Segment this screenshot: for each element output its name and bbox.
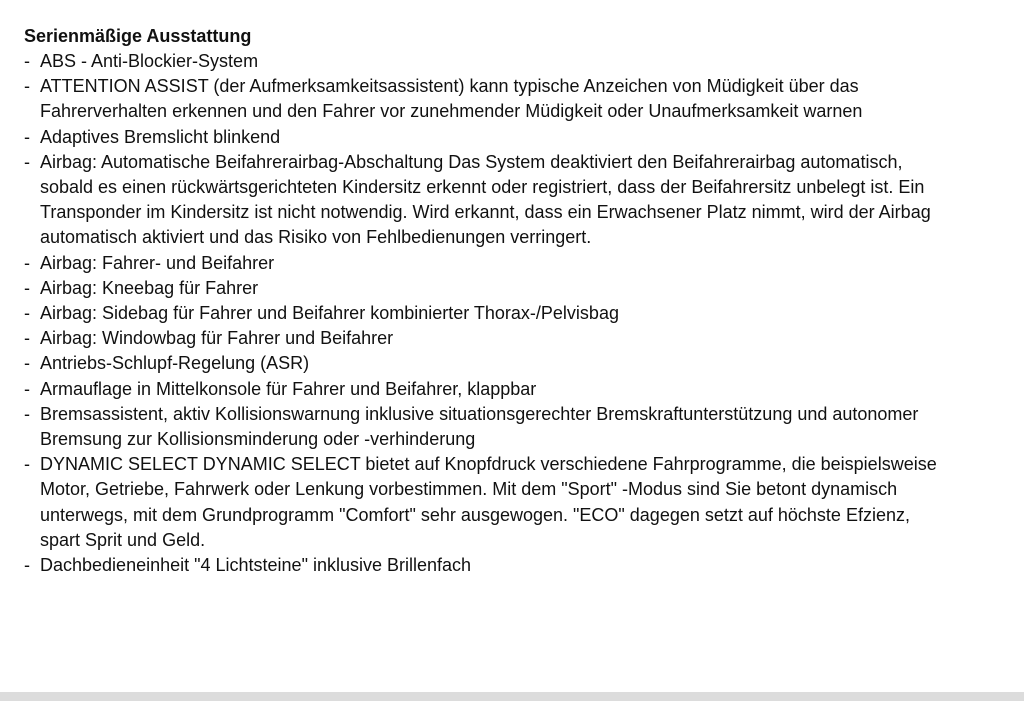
equipment-list	[24, 49, 944, 578]
bullet-dash: -	[24, 454, 30, 475]
bullet-dash: -	[24, 353, 30, 374]
bullet-dash: -	[24, 378, 30, 399]
list-item-kneebag	[24, 276, 944, 301]
list-item-abs	[24, 49, 944, 74]
bullet-dash: -	[24, 76, 30, 97]
list-item-attention-assist	[24, 74, 944, 124]
bullet-dash: -	[24, 252, 30, 273]
bullet-dash: -	[24, 403, 30, 424]
list-item-text: Airbag: Automatische Beifahrerairbag-Abschaltung Das System deaktiviert den Beifahrerairbag automatisch, sobald es einen rückwärtsgerichteten Kindersitz erkennt oder registriert, dass der Beifahrersitz unbelegt ist. Ein Transponder im Kindersitz ist nicht notwendig. Wird erkannt, dass ein Erwachsener Platz nimmt, wird der Airbag automatisch aktiviert und das Risiko von Fehlbedienungen verringert.	[40, 151, 931, 248]
bullet-dash: -	[24, 151, 30, 172]
bottom-scroll-bar	[0, 692, 1024, 701]
list-item-text: Antriebs-Schlupf-Regelung (ASR)	[40, 353, 310, 374]
list-item-dynamic-select	[24, 452, 944, 553]
list-item-text: ABS - Anti-Blockier-System	[40, 51, 259, 71]
equipment-document	[24, 24, 944, 578]
list-item-armrest	[24, 377, 944, 402]
list-item-text: Airbag: Windowbag für Fahrer und Beifahrer	[40, 328, 394, 349]
list-item-text: Bremsassistent, aktiv Kollisionswarnung inklusive situationsgerechter Bremskraftunterstützung und autonomer Bremsung zur Kollisionsminderung oder -verhinderung	[40, 403, 919, 450]
list-item-text: DYNAMIC SELECT DYNAMIC SELECT bietet auf Knopfdruck verschiedene Fahrprogramme, die beispielsweise Motor, Getriebe, Fahrwerk oder Lenkung vorbestimmen. Mit dem "Sport" -Modus sind Sie betont dynamisch unterwegs, mit dem Grundprogramm "Comfort" sehr ausgewogen. "ECO" dagegen setzt auf höchste Efzienz, spart Sprit und Geld.	[40, 454, 937, 550]
list-item-brake-light	[24, 125, 944, 150]
bullet-dash: -	[24, 277, 30, 298]
list-item-sidebag	[24, 301, 944, 326]
list-item-windowbag	[24, 326, 944, 351]
list-item-brake-assist	[24, 402, 944, 452]
section-heading: Serienmäßige Ausstattung	[24, 26, 252, 46]
list-item-text: Airbag: Sidebag für Fahrer und Beifahrer kombinierter Thorax-/Pelvisbag	[40, 303, 619, 324]
bullet-dash: -	[24, 328, 30, 349]
list-item-text: Airbag: Kneebag für Fahrer	[40, 277, 259, 298]
list-item-text: Airbag: Fahrer- und Beifahrer	[40, 252, 275, 273]
bullet-dash: -	[24, 51, 30, 71]
bullet-dash: -	[24, 126, 30, 147]
bullet-dash: -	[24, 555, 30, 576]
list-item-asr	[24, 351, 944, 376]
list-item-text: Adaptives Bremslicht blinkend	[40, 126, 281, 147]
list-item-roof-control	[24, 553, 944, 578]
bullet-dash: -	[24, 303, 30, 324]
list-item-airbag-driver-passenger	[24, 251, 944, 276]
list-item-text: Armauflage in Mittelkonsole für Fahrer und Beifahrer, klappbar	[40, 378, 537, 399]
list-item-airbag-auto-off	[24, 150, 944, 251]
list-item-text: ATTENTION ASSIST (der Aufmerksamkeitsassistent) kann typische Anzeichen von Müdigkeit über das Fahrerverhalten erkennen und den Fahrer vor zunehmender Müdigkeit oder Unaufmerksamkeit warnen	[40, 76, 863, 122]
list-item-text: Dachbedieneinheit "4 Lichtsteine" inklusive Brillenfach	[40, 555, 472, 576]
